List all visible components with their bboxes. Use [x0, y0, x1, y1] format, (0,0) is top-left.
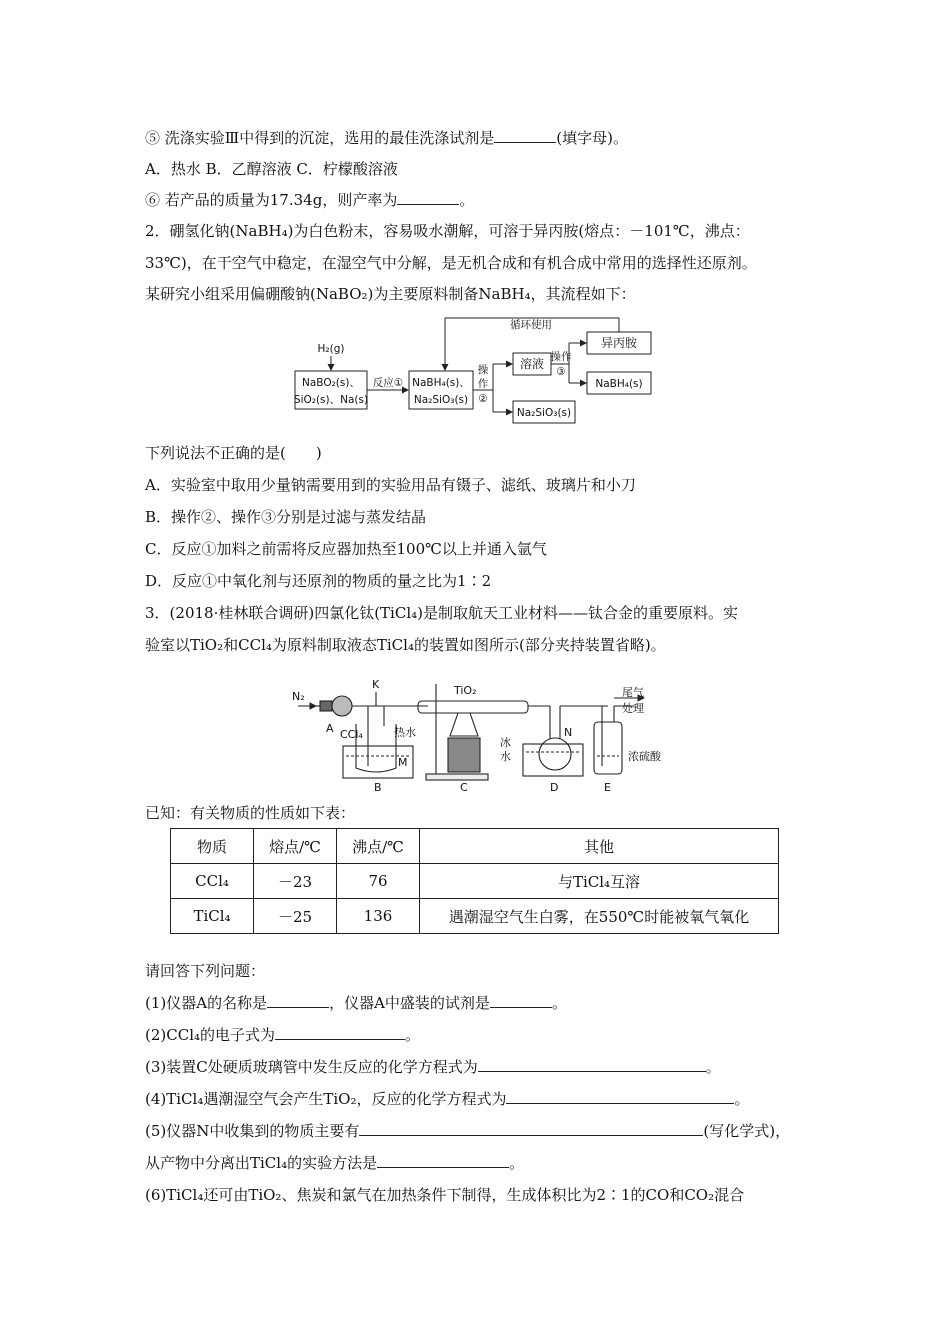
op3-label-1: 操作: [550, 351, 572, 363]
reactants-label-1: NaBO₂(s)、: [302, 377, 360, 389]
answer-blank[interactable]: [490, 993, 552, 1008]
apparatus-diagram: [288, 676, 668, 794]
q2-option-c[interactable]: C．反应①加料之前需将反应器加热至100℃以上并通入氩气: [145, 540, 547, 558]
q2-intro-2: 33℃)，在干空气中稳定，在湿空气中分解，是无机合成和有机合成中常用的选择性还原剂。: [145, 254, 757, 272]
drying-bulb: [332, 696, 352, 716]
drying-tube-a: [320, 701, 332, 711]
q3-part5: (5)仪器N中收集到的物质主要有 (写化学式)，: [145, 1122, 791, 1140]
op2-label-2: 作: [477, 378, 489, 390]
table-row: [171, 899, 779, 934]
answer-blank[interactable]: [478, 1057, 706, 1072]
answer-blank[interactable]: [397, 190, 459, 205]
c-label: C: [460, 781, 468, 794]
q3-intro-1: 3．(2018·桂林联合调研)四氯化钛(TiCl₄)是制取航天工业材料——钛合金的重要原料。实: [145, 604, 738, 622]
op3-label-2: ③: [556, 366, 566, 378]
op2-label-3: ②: [478, 393, 488, 405]
answer-blank[interactable]: [377, 1153, 509, 1168]
q2-option-d[interactable]: D．反应①中氧化剂与还原剂的物质的量之比为1∶2: [145, 572, 492, 590]
q2-intro-1: 2．硼氢化钠(NaBH₄)为白色粉末，容易吸水潮解，可溶于异丙胺(熔点：－101℃，沸点：: [145, 222, 750, 240]
hot-water-label: 热水: [394, 726, 416, 739]
tio2-label: TiO₂: [454, 684, 477, 697]
reactants-label-2: SiO₂(s)、Na(s): [293, 394, 369, 406]
q3-known: 已知：有关物质的性质如下表：: [145, 804, 356, 822]
q2-option-a[interactable]: A．实验室中取用少量钠需要用到的实验用品有镊子、滤纸、玻璃片和小刀: [145, 476, 636, 494]
table-cell: 与TiCl₄互溶: [420, 864, 779, 899]
water-label: 水: [500, 750, 511, 763]
table-cell: 遇潮湿空气生白雾，在550℃时能被氧气氧化: [420, 899, 779, 934]
table-cell: 136: [337, 899, 420, 934]
q3-intro-2: 验室以TiO₂和CCl₄为原料制取液态TiCl₄的装置如图所示(部分夹持装置省略)。: [145, 636, 666, 654]
answer-blank[interactable]: [359, 1121, 703, 1136]
q2-question: 下列说法不正确的是( ): [145, 444, 322, 462]
q3-part2: (2)CCl₄的电子式为 。: [145, 1026, 421, 1044]
reaction-label: 反应①: [372, 377, 404, 389]
q3-part5-cont: 从产物中分离出TiCl₄的实验方法是 。: [145, 1154, 525, 1172]
mixture-label-2: Na₂SiO₃(s): [413, 394, 469, 406]
h2-label: H₂(g): [317, 343, 345, 355]
e-label: E: [604, 781, 611, 794]
nabh4-label: NaBH₄(s): [595, 378, 643, 390]
table-header: 其他: [420, 829, 779, 864]
answer-blank[interactable]: [506, 1089, 734, 1104]
exhaust-label-2: 处理: [622, 702, 644, 715]
acid-label: 浓硫酸: [628, 750, 661, 763]
n-label: N: [564, 726, 573, 739]
q1-line6: ⑥ 若产品的质量为17.34g，则产率为 。: [145, 191, 475, 209]
q2-intro-3: 某研究小组采用偏硼酸钠(NaBO₂)为主要原料制备NaBH₄，其流程如下：: [145, 285, 636, 303]
burner-top: [450, 713, 478, 736]
q1-options: A．热水 B．乙醇溶液 C．柠檬酸溶液: [145, 160, 398, 178]
q3-part3: (3)装置C处硬质玻璃管中发生反应的化学方程式为 。: [145, 1058, 721, 1076]
q3-part1: (1)仪器A的名称是 ，仪器A中盛装的试剂是 。: [145, 994, 567, 1012]
table-header-row: [171, 829, 779, 864]
flow-diagram: [293, 312, 655, 432]
answer-blank[interactable]: [267, 993, 329, 1008]
q3-part6: (6)TiCl₄还可由TiO₂、焦炭和氯气在加热条件下制得，生成体积比为2∶1的CO和CO₂混合: [145, 1186, 745, 1204]
ccl4-label: CCl₄: [340, 728, 363, 741]
op2-label-1: 操: [477, 364, 489, 376]
answer-blank[interactable]: [494, 128, 556, 143]
table-row: [171, 864, 779, 899]
exhaust-label-1: 尾气: [622, 686, 644, 699]
n2-label: N₂: [292, 690, 305, 703]
isopropylamine-label: 异丙胺: [600, 336, 638, 350]
answer-blank[interactable]: [275, 1025, 405, 1040]
mixture-label-1: NaBH₄(s)、: [412, 377, 470, 389]
table-cell: 76: [337, 864, 420, 899]
solution-label: 溶液: [519, 357, 545, 371]
ice-bath-d: [523, 744, 583, 776]
k-label: K: [372, 678, 380, 691]
flask-n: [539, 738, 571, 770]
m-label: M: [398, 756, 408, 769]
na2sio3-label: Na₂SiO₃(s): [516, 407, 572, 419]
a-label: A: [326, 722, 334, 735]
heater: [448, 738, 480, 772]
q3-part4: (4)TiCl₄遇潮湿空气会产生TiO₂，反应的化学方程式为 。: [145, 1090, 750, 1108]
properties-table: [170, 828, 779, 934]
q3-ask: 请回答下列问题：: [145, 962, 266, 980]
table-cell: TiCl₄: [171, 899, 254, 934]
table-header: 物质: [171, 829, 254, 864]
bottle-e: [594, 722, 622, 774]
table-cell: －23: [254, 864, 337, 899]
q2-option-b[interactable]: B．操作②、操作③分别是过滤与蒸发结晶: [145, 508, 427, 526]
table-cell: －25: [254, 899, 337, 934]
recycle-label: 循环使用: [510, 319, 552, 331]
table-header: 沸点/℃: [337, 829, 420, 864]
ice-label: 冰: [500, 736, 511, 749]
q1-line5: ⑤ 洗涤实验Ⅲ中得到的沉淀，选用的最佳洗涤试剂是 (填字母)。: [145, 129, 628, 147]
hard-glass-tube: [418, 701, 528, 713]
b-label: B: [374, 781, 382, 794]
table-cell: CCl₄: [171, 864, 254, 899]
d-label: D: [550, 781, 559, 794]
table-header: 熔点/℃: [254, 829, 337, 864]
